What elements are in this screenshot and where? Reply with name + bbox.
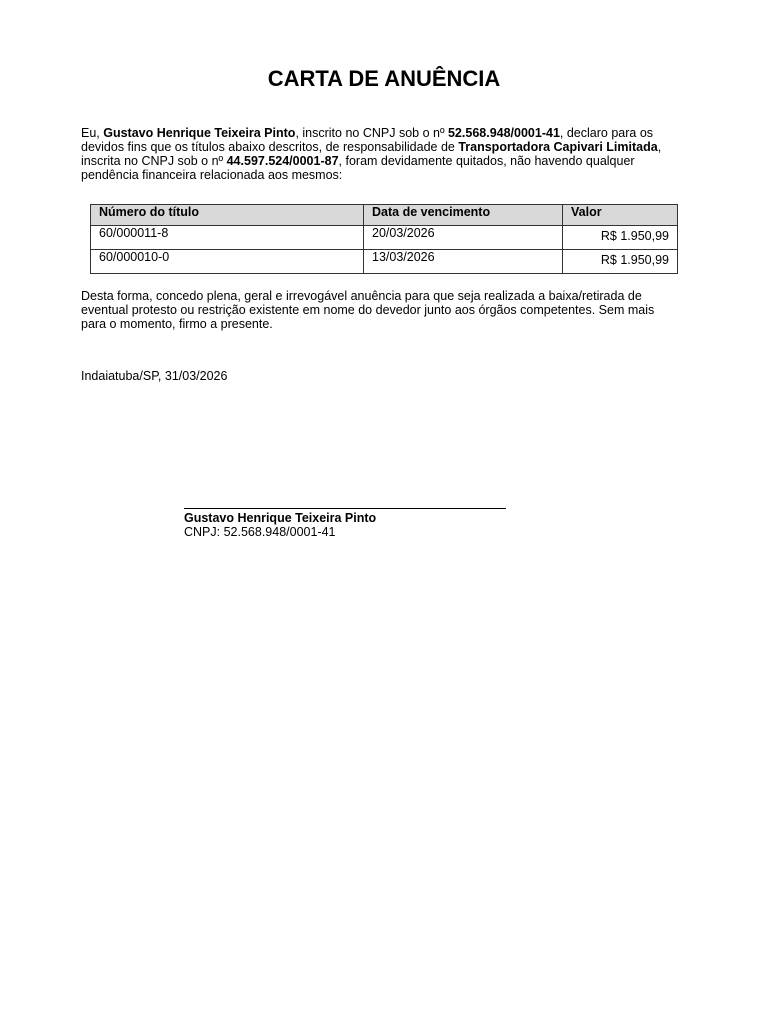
cell-valor: R$ 1.950,99 (563, 226, 678, 250)
cell-data-vencimento: 20/03/2026 (364, 226, 563, 250)
cell-numero-titulo: 60/000011-8 (91, 226, 364, 250)
company-cnpj: 44.597.524/0001-87 (226, 154, 339, 168)
closing-paragraph: Desta forma, concedo plena, geral e irrevogável anuência para que seja realizada a baixa/retirada de eventual protesto ou restrição existente em nome do devedor junto aos órgãos competentes. Sem mais para o momento, firmo a presente. (81, 289, 655, 331)
cell-numero-titulo: 60/000010-0 (91, 250, 364, 274)
document-title: CARTA DE ANUÊNCIA (267, 66, 501, 91)
table-row (91, 226, 678, 250)
signature-line (184, 508, 506, 509)
cell-valor: R$ 1.950,99 (563, 250, 678, 274)
signature-cnpj: CNPJ: 52.568.948/0001-41 (184, 525, 336, 539)
titles-table (90, 204, 678, 274)
intro-text-1: Eu, (81, 126, 104, 140)
declarant-name: Gustavo Henrique Teixeira Pinto (103, 126, 296, 140)
intro-text-5: , foram devidamente quitados, não havendo qualquer pendência financeira relacionada aos mesmos: (81, 154, 635, 182)
header-data-vencimento: Data de vencimento (364, 205, 563, 226)
declarant-cnpj: 52.568.948/0001-41 (447, 126, 560, 140)
intro-text-2: , inscrito no CNPJ sob o nº (295, 126, 448, 140)
cell-data-vencimento: 13/03/2026 (364, 250, 563, 274)
intro-text-3: , declaro para os devidos fins que os títulos abaixo descritos, de responsabilidade de (81, 126, 654, 154)
table-row (91, 250, 678, 274)
place-date: Indaiatuba/SP, 31/03/2026 (81, 369, 228, 383)
company-name: Transportadora Capivari Limitada (458, 140, 658, 154)
intro-text-4: , inscrita no CNPJ sob o nº (81, 140, 662, 168)
intro-paragraph (81, 126, 681, 182)
header-numero-titulo: Número do título (91, 205, 364, 226)
header-valor: Valor (563, 205, 678, 226)
table-header-row (91, 205, 678, 226)
signature-name: Gustavo Henrique Teixeira Pinto (184, 511, 377, 525)
